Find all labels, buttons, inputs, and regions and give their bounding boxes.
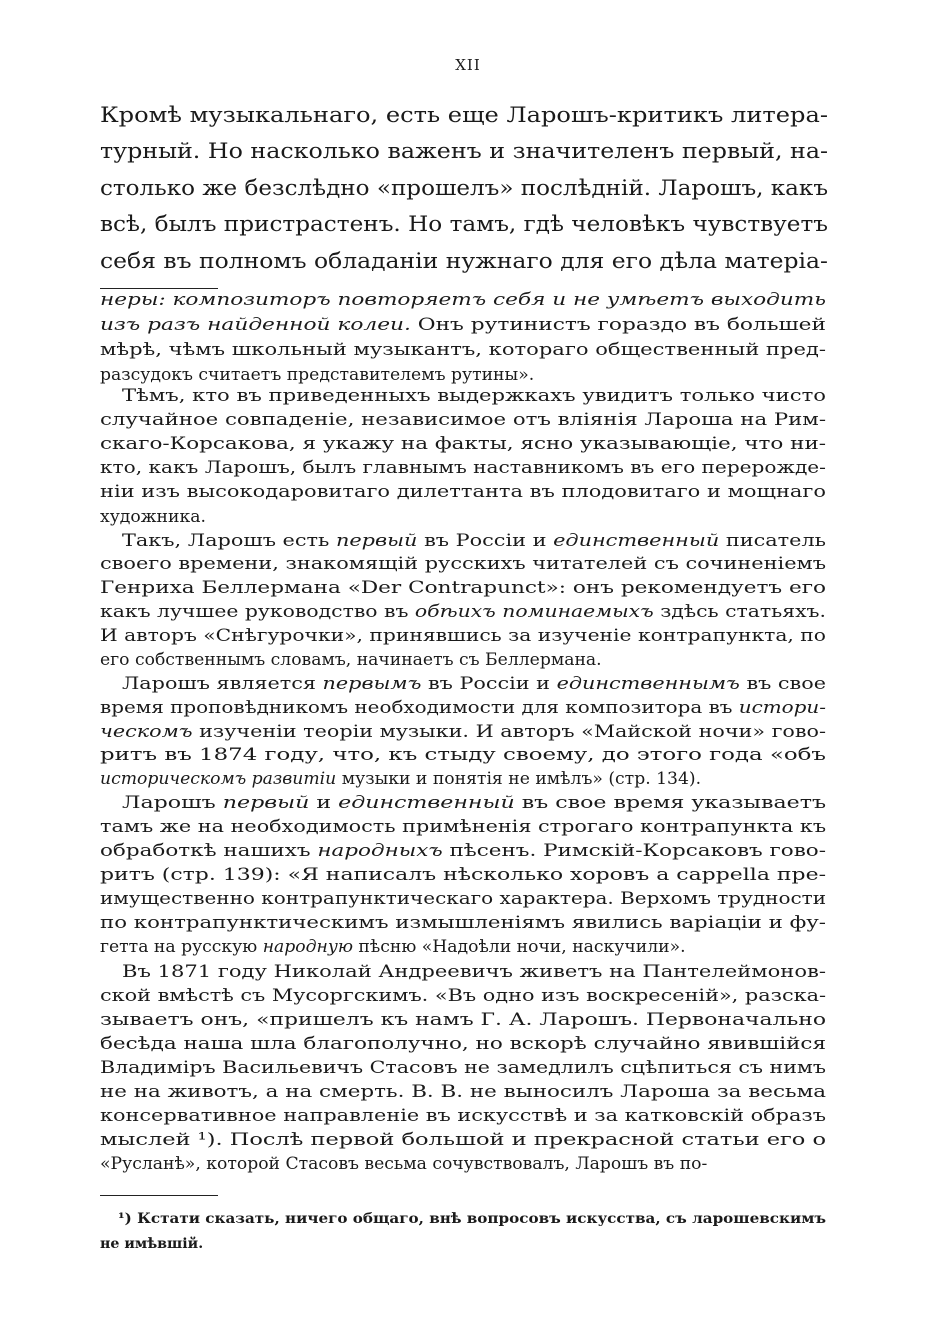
footnote-line [122,962,826,982]
footnote-line [100,745,826,765]
text-run: Генриха Беллермана «Der Contrapunct»: онъ рекомендуетъ его [100,578,827,598]
footnote-line [100,1106,826,1126]
italic-text: первый [222,793,310,813]
text-run: какъ лучшее руководство въ [100,602,415,622]
text-run: въ свое время указываетъ [514,793,827,813]
text-run: ской вмѣстѣ съ Мусоргскимъ. «Въ одно изъ воскресеній», разска- [100,986,827,1006]
text-run: Тѣмъ, кто въ приведенныхъ выдержкахъ увидитъ только чисто [122,386,826,406]
footnote-line [100,841,826,861]
text-run: его собственнымъ словамъ, начинаетъ съ Беллермана. [100,650,602,670]
italic-text: единственный [338,793,515,813]
footnote-line [122,531,826,551]
footnote-line [100,554,826,574]
page-number: XII [455,56,481,74]
footnote-line [100,315,826,335]
footnote-line [100,290,826,310]
text-run: Онъ рутинистъ гораздо въ большей [410,315,826,335]
footnote-line [100,769,701,789]
text-run: мѣрѣ, чѣмъ школьный музыкантъ, котораго общественный пред- [100,340,827,360]
footnote-line [100,1130,826,1150]
text-run: Ларошъ [122,793,223,813]
footnote-line [100,986,826,1006]
text-run: «Русланѣ», которой Стасовъ весьма сочувствовалъ, Ларошъ въ по- [100,1154,708,1174]
text-run: Ларошъ является [122,674,323,694]
footnote-line [100,602,826,622]
text-run: писатель [719,531,826,551]
text-run: ритъ въ 1874 году, что, къ стыду своему, до этого года «объ [100,745,826,765]
italic-text: историческомъ развитіи [100,769,337,789]
text-run: консервативное направленіе въ искусствѣ и за катковскій образъ [100,1106,827,1126]
footnote-line [100,650,602,670]
text-run: ніи изъ высокодаровитаго дилеттанта въ плодовитаго и мощнаго [100,482,827,502]
footnote-line [100,865,826,885]
text-run: въ Россіи и [417,531,554,551]
footnote-line [100,507,206,527]
footnote-line [100,410,826,430]
footnote-line [100,1082,826,1102]
footnote-line [100,1034,826,1054]
main-text-line: столько же безслѣдно «прошелъ» послѣдній. Ларошъ, какъ [100,175,829,201]
text-run: случайное совпаденіе, независимое отъ вліянія Лароша на Рим- [100,410,827,430]
main-text-line: Кромѣ музыкальнаго, есть еще Ларошъ-критикъ литера- [100,103,829,128]
text-run: разсудокъ считаетъ представителемъ рутины». [100,365,535,385]
italic-text: истори- [738,698,826,718]
text-run: здѣсь статьяхъ. [653,602,826,622]
italic-text: народную [262,937,353,957]
footnote-line [100,698,826,718]
main-text-line: себя въ полномъ обладаніи нужнаго для его дѣла матеріа- [100,248,828,274]
text-run: Такъ, Ларошъ есть [122,531,336,551]
footnote-line [100,1010,826,1030]
text-run: Въ 1871 году Николай Андреевичъ живетъ на Пантелеймонов- [122,962,826,982]
footnote-line [122,386,826,406]
italic-text: ческомъ [100,722,193,742]
text-run: и [309,793,339,813]
italic-text: первымъ [322,674,422,694]
footnote-line [100,626,826,646]
text-run: имущественно контрапунктическаго характера. Верхомъ трудности [100,889,827,909]
italic-text: обѣихъ поминаемыхъ [414,602,654,622]
footnote-line [100,889,826,909]
text-run: И авторъ «Снѣгурочки», принявшись за изученіе контрапункта, по [100,626,826,646]
text-run: не на животъ, а на смерть. В. В. не выносилъ Лароша за весьма [100,1082,827,1102]
footnote-line [122,793,826,813]
main-text-line: всѣ, былъ пристрастенъ. Но тамъ, гдѣ человѣкъ чувствуетъ [100,212,829,238]
text-run: обработкѣ нашихъ [100,841,318,861]
footnote-line [100,482,826,502]
text-run: зываетъ онъ, «пришелъ къ намъ Г. А. Ларошъ. Первоначально [100,1010,826,1030]
text-run: ритъ (стр. 139): «Я написалъ нѣсколько хоровъ a cappella пре- [100,865,826,885]
text-run: въ свое [739,674,826,694]
italic-text: изъ разъ найденной колеи. [100,315,411,335]
text-run: художника. [100,507,206,527]
text-run: пѣсенъ. Римскій-Корсаковъ гово- [442,841,826,861]
footnote-separator-bottom [100,1195,218,1196]
text-run: кто, какъ Ларошъ, былъ главнымъ наставникомъ въ его перерожде- [100,458,826,478]
text-run: по контрапунктическимъ измышленіямъ явились варіаціи и фу- [100,913,826,933]
text-run: время проповѣдникомъ необходимости для композитора въ [100,698,739,718]
footnote-line [100,340,826,360]
italic-text: первый [335,531,418,551]
footnote-line [100,365,534,385]
text-run: музыки и понятія не имѣлъ» (стр. 134). [336,769,702,789]
italic-text: народныхъ [317,841,443,861]
footnote-line [100,434,826,454]
footnote-line [100,458,826,478]
footnote-line [100,817,826,837]
text-run: въ Россіи и [421,674,557,694]
footnote-line [100,937,686,957]
text-run: скаго-Корсакова, я укажу на факты, ясно указывающіе, что ни- [100,434,827,454]
italic-text: единственный [553,531,720,551]
footnote-line [100,722,826,742]
footnote-line [122,674,826,694]
text-run: гетта на русскую [100,937,263,957]
main-text-line: турный. Но насколько важенъ и значителенъ первый, на- [100,139,829,165]
text-run: Владиміръ Васильевичъ Стасовъ не замедлилъ сцѣпиться съ нимъ [100,1058,827,1078]
italic-text: неры: композиторъ повторяетъ себя и не умѣетъ выходить [100,290,827,310]
footnote-line [100,1058,826,1078]
bottom-footnote-line: не имѣвшій. [100,1236,204,1252]
italic-text: единственнымъ [556,674,740,694]
footnote-line [100,578,826,598]
bottom-footnote-line: ¹) Кстати сказать, ничего общаго, внѣ вопросовъ искусства, съ ларошевскимъ [118,1211,827,1227]
text-run: своего времени, знакомящій русскихъ читателей съ сочиненіемъ [100,554,827,574]
footnote-line [100,913,826,933]
text-run: пѣсню «Надоѣли ночи, наскучили». [352,937,686,957]
text-run: тамъ же на необходимость примѣненія строгаго контрапункта къ [100,817,827,837]
text-run: мыслей ¹). Послѣ первой большой и прекрасной статьи его о [100,1130,827,1150]
footnote-separator-top [100,288,218,289]
footnote-line [100,1154,707,1174]
text-run: изученіи теоріи музыки. И авторъ «Майской ночи» гово- [192,722,827,742]
text-run: бесѣда наша шла благополучно, но вскорѣ случайно явившійся [100,1034,827,1054]
